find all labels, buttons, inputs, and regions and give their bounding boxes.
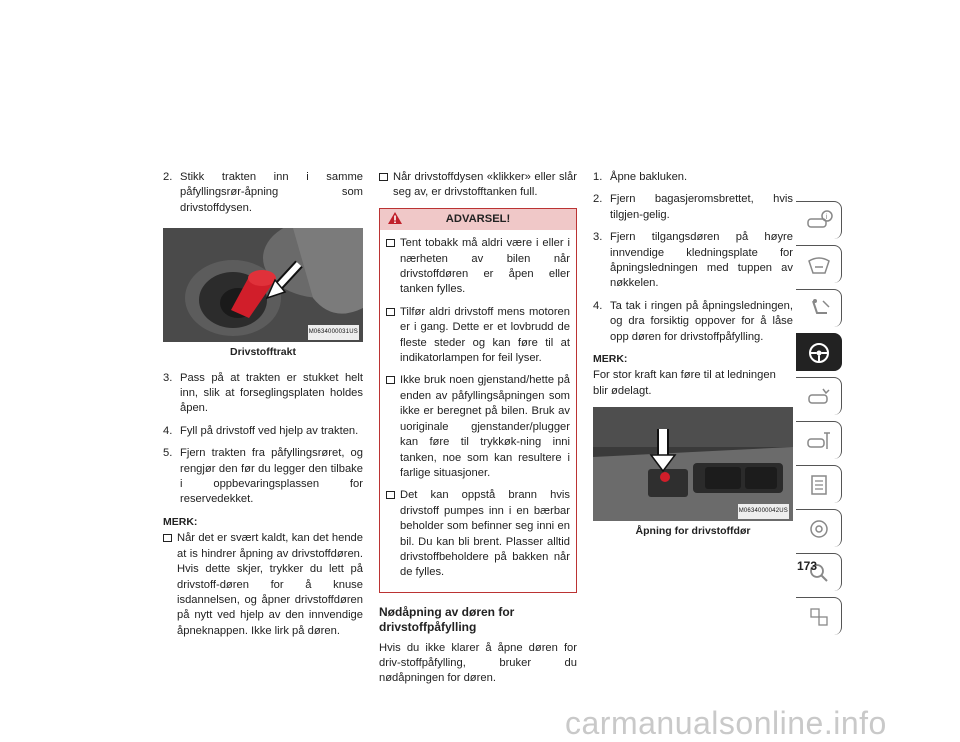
warning-title: ADVARSEL! (445, 212, 511, 225)
warning-text: Ikke bruk noen gjenstand/hette på enden av påfyllingsåpningen som ikke er beregnet på bilen. Bruk av uoriginale gjenstander/plugger kan føre til trykkøk-ning inni tanken, noe som kan resultere i farlige situasjoner. (400, 374, 570, 479)
step-number: 4. (593, 299, 603, 312)
tab-warning-lights[interactable] (796, 245, 842, 283)
bullet-text: Når drivstoffdysen «klikker» eller slår seg av, er drivstofftanken full. (393, 171, 577, 199)
step-number: 5. (163, 447, 173, 460)
step-item (593, 170, 793, 185)
step-text: Fjern tilgangsdøren på høyre innvendige kledningsplate for åpningsledningen med tuppen av nøkkelen. (610, 231, 793, 290)
step-number: 2. (593, 193, 603, 206)
page-number: 173 (797, 559, 818, 573)
bullet-item (379, 170, 577, 201)
bullet-box-icon (386, 308, 395, 316)
step-text: Fjern bagasjeromsbrettet, hvis tilgjen-gelig. (610, 193, 793, 221)
step-number: 3. (593, 231, 603, 244)
warning-item (386, 373, 570, 481)
svg-text:i: i (825, 212, 827, 221)
bullet-box-icon (386, 376, 395, 384)
step-text: Pass på at trakten er stukket helt inn, slik at forseglingsplaten holdes åpen. (180, 371, 363, 415)
step-text: Fyll på drivstoff ved hjelp av trakten. (180, 424, 359, 437)
tab-specs[interactable] (796, 465, 842, 503)
note-text: For stor kraft kan føre til at ledningen blir ødelagt. (593, 369, 776, 397)
warning-text: Tent tobakk må aldri være i eller i nærheten av bilen når drivstoffdøren er åpen eller tanken fylles. (400, 237, 570, 296)
warning-triangle-icon (388, 212, 402, 224)
car-info-icon (805, 209, 833, 233)
warning-item (386, 236, 570, 298)
step-text: Ta tak i ringen på åpningsledningen, og dra forsiktig oppover for å låse opp døren for drivstoffpåfylling. (610, 299, 793, 343)
seat-icon (805, 297, 833, 321)
section-heading: Nødåpning av døren for drivstoffpåfylling (379, 604, 515, 635)
tab-driving[interactable] (796, 333, 842, 371)
column-middle (379, 170, 577, 694)
warning-text: Det kan oppstå brann hvis drivstoff pumpes inn i en bærbar beholder som befinner seg inni en bil. Du kan bli brent. Plasser alltid drivstoffbeholdere på bakken når de fylles. (400, 489, 570, 579)
step-number: 4. (163, 424, 173, 437)
fuel-door-release-image (593, 407, 793, 521)
step-number: 1. (593, 171, 603, 183)
watermark-text: carmanualsonline.info (565, 705, 887, 741)
step-text: Fjern trakten fra påfyllingsrøret, og rengjør den før du legger den tilbake i oppbevaringsplassen for reservedekket. (180, 447, 363, 506)
image-caption: Drivstofftrakt (230, 346, 296, 359)
step-item (593, 299, 793, 345)
note-label: MERK: (593, 353, 628, 366)
warning-header (380, 209, 576, 230)
step-item (163, 371, 363, 417)
step-text: Stikk trakten inn i samme påfyllingsrør-åpning som drivstoffdysen. (180, 171, 363, 214)
bullet-box-icon (379, 173, 388, 181)
chapter-tabs (796, 201, 842, 641)
tab-emergency[interactable] (796, 377, 842, 415)
warning-box (379, 208, 577, 593)
step-text: Åpne bakluken. (610, 171, 688, 183)
tab-seats[interactable] (796, 289, 842, 327)
image-caption: Åpning for drivstoffdør (635, 525, 751, 538)
multimedia-icon (805, 517, 833, 541)
step-item (163, 424, 363, 439)
bullet-box-icon (386, 239, 395, 247)
crash-icon (805, 385, 833, 409)
tab-multimedia[interactable] (796, 509, 842, 547)
bullet-box-icon (386, 491, 395, 499)
index-icon (805, 605, 833, 629)
fuel-funnel-image (163, 228, 363, 342)
step-number: 2. (163, 171, 173, 183)
column-right (593, 170, 793, 550)
note-label: MERK: (163, 515, 198, 528)
step-item (593, 192, 793, 223)
tab-service[interactable] (796, 421, 842, 459)
image-code: M0634000042US (738, 504, 789, 519)
step-item (163, 446, 363, 508)
bullet-box-icon (163, 534, 172, 542)
specs-icon (805, 473, 833, 497)
service-icon (805, 429, 833, 453)
tab-car-info[interactable] (796, 201, 842, 239)
warning-item (386, 488, 570, 580)
bullet-text: Når det er svært kaldt, kan det hende at is hindrer åpning av drivstoffdøren. Hvis dette skjer, trykker du lett på drivstoff-døren for å knuse isdannelsen, og åpner drivstoffdøren på nytt ved hjelp av den innvendige åpneknappen. Ikke lirk på døren. (177, 532, 363, 637)
step-item (163, 170, 363, 216)
section-paragraph: Hvis du ikke klarer å åpne døren for driv-stoffpåfylling, bruker du nødåpningen for døren. (379, 641, 577, 685)
warning-item (386, 305, 570, 367)
step-item (593, 230, 793, 292)
warning-text: Tilfør aldri drivstoff mens motoren er i gang. Dette er et lovbrudd de fleste steder og kan føre til at indikatorlampen for feil lyser. (400, 305, 570, 365)
steering-wheel-icon (805, 341, 833, 365)
tab-index[interactable] (796, 597, 842, 635)
column-left (163, 170, 363, 646)
image-code: M0634000031US (308, 325, 359, 340)
bullet-item (163, 531, 363, 639)
warning-lights-icon (805, 253, 833, 277)
step-number: 3. (163, 371, 173, 384)
